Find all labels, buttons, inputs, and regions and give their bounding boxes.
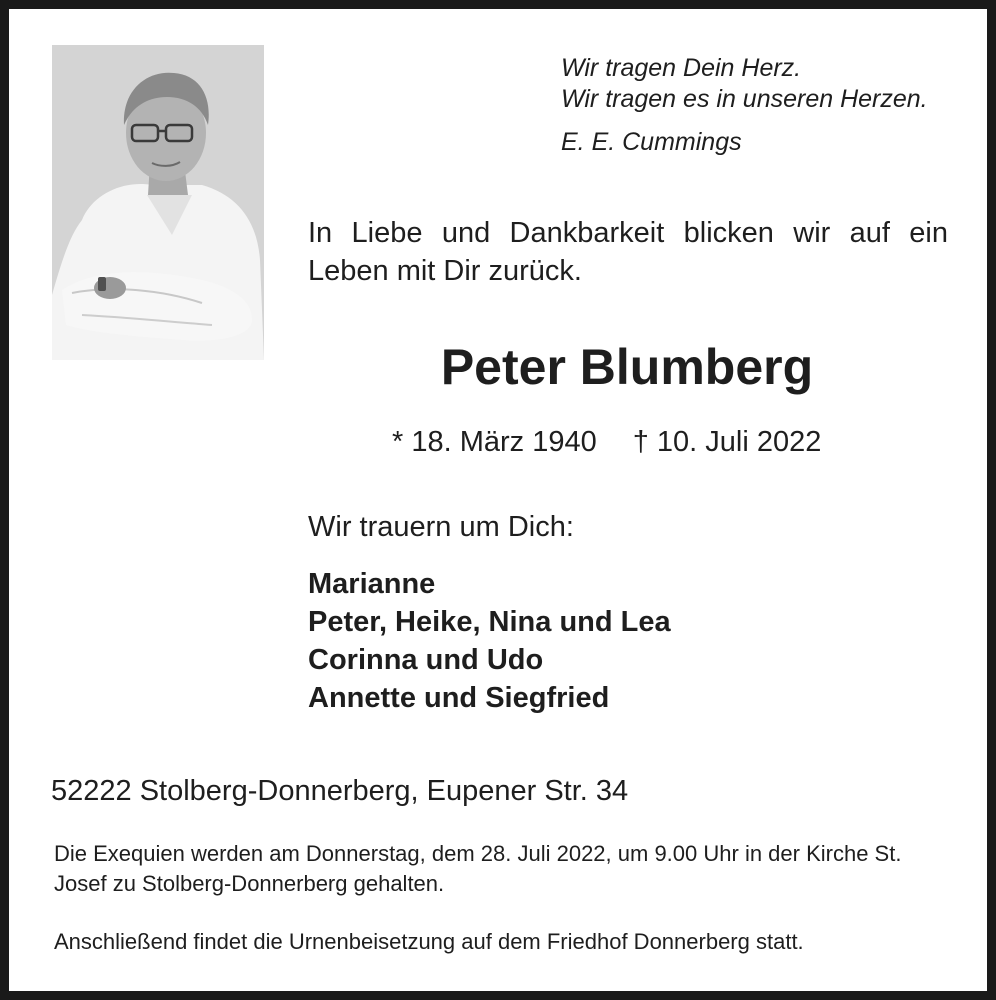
family-member: Corinna und Udo — [308, 644, 544, 676]
service-info: Die Exequien werden am Donnerstag, dem 28. Juli 2022, um 9.00 Uhr in der Kirche St. Josef zu Stolberg-Donnerberg gehalten. — [54, 841, 902, 896]
family-member: Annette und Siegfried — [308, 682, 610, 714]
deceased-name: Peter Blumberg — [440, 339, 814, 395]
death-date: † 10. Juli 2022 — [632, 426, 822, 458]
portrait-photo — [52, 45, 264, 360]
intro-text: In Liebe und Dankbarkeit blicken wir auf ein Leben mit Dir zurück. — [308, 217, 948, 287]
mourning-line: Wir trauern um Dich: — [308, 511, 574, 543]
family-member: Peter, Heike, Nina und Lea — [308, 606, 671, 638]
birth-date: * 18. März 1940 — [392, 426, 597, 458]
quote-author: E. E. Cummings — [561, 128, 742, 156]
burial-info: Anschließend findet die Urnenbeisetzung auf dem Friedhof Donnerberg statt. — [54, 929, 804, 954]
quote-line-1: Wir tragen Dein Herz. — [561, 54, 802, 82]
quote-line-2: Wir tragen es in unseren Herzen. — [561, 85, 928, 113]
family-list — [308, 565, 671, 717]
family-member: Marianne — [308, 568, 436, 600]
life-dates — [392, 424, 821, 460]
family-address: 52222 Stolberg-Donnerberg, Eupener Str. 34 — [51, 775, 629, 807]
poem-quote — [561, 53, 928, 158]
